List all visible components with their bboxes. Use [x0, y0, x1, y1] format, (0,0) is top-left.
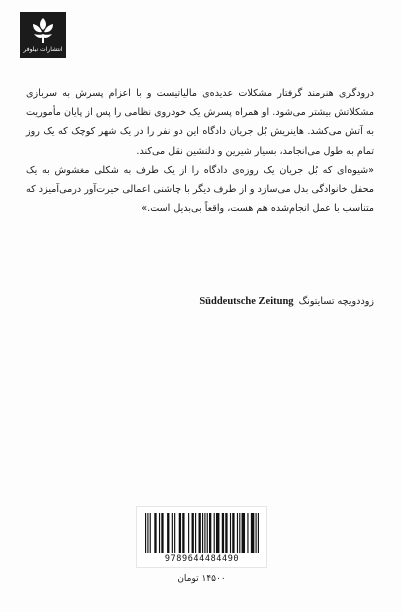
barcode-bar	[192, 513, 194, 553]
barcode-bar	[222, 513, 224, 553]
barcode-bar	[239, 513, 240, 553]
barcode-bar	[204, 513, 205, 553]
quote-source-name: Süddeutsche Zeitung	[199, 296, 294, 307]
barcode-bar	[209, 513, 211, 553]
barcode-bar	[145, 513, 146, 553]
description-text	[26, 84, 374, 218]
barcode-bar	[172, 513, 173, 553]
isbn-barcode	[136, 506, 267, 568]
barcode-digits: 9789644484490	[164, 554, 240, 564]
nilufar-flower-icon	[28, 15, 58, 45]
quote-source-persian: زوددویچه تسایتونگ	[298, 296, 374, 307]
description-paragraph-2: «شیوه‌ای که بُل جریان یک روزه‌ی دادگاه را از یک طرف به شکلی مغشوش به یک محفل خانوادگی بدل می‌سازد و از طرف دیگر با چاشنی اعمالی حیرت‌آور درمی‌آمیزد که متناسب با عمل انجام‌شده هم هست، واقعاً بی‌بدیل است.»	[26, 164, 374, 215]
barcode-bar	[247, 513, 248, 553]
barcode-bar	[167, 513, 169, 553]
barcode-bar	[159, 513, 160, 553]
barcode-bar	[188, 513, 189, 553]
barcode-bar	[199, 513, 201, 553]
barcode-bar	[202, 513, 203, 553]
barcode-bar	[214, 513, 215, 553]
barcode-bar	[207, 513, 208, 553]
description-paragraph-1: درودگری هنرمند گرفتار مشکلات عدیده‌ی مالیاتیست و با اعزام پسرش به سربازی مشکلاتش بیشتر می‌شود. او همراه پسرش یک خودروی نظامی را پس از پایان مأموریت به آتش می‌کشد. هاینریش بُل جریان دادگاه این دو نفر را در یک شهر کوچک که یک روز تمام به طول می‌انجامد، بسیار شیرین و دلنشین نقل می‌کند.	[26, 88, 374, 157]
barcode-bar	[237, 513, 238, 553]
barcode-bar	[230, 513, 231, 553]
barcode-bar	[256, 513, 257, 553]
barcode-bar	[251, 513, 254, 553]
barcode-bar	[179, 513, 181, 553]
barcode-bars	[145, 513, 259, 553]
barcode-bar	[258, 513, 259, 553]
price-label: ۱۴۵۰۰ تومان	[177, 574, 226, 584]
quote-source	[26, 296, 374, 307]
barcode-bar	[225, 513, 227, 553]
barcode-bar	[161, 513, 163, 553]
barcode-bar	[147, 513, 148, 553]
barcode-bar	[232, 513, 234, 553]
barcode-bar	[242, 513, 245, 553]
barcode-bar	[154, 513, 156, 553]
barcode-bar	[195, 513, 196, 553]
barcode-bar	[216, 513, 219, 553]
publisher-name: انتشارات نیلوفر	[23, 46, 63, 53]
barcode-bar	[150, 513, 151, 553]
barcode-bar	[174, 513, 175, 553]
barcode-bar	[182, 513, 184, 553]
publisher-logo	[20, 12, 66, 58]
